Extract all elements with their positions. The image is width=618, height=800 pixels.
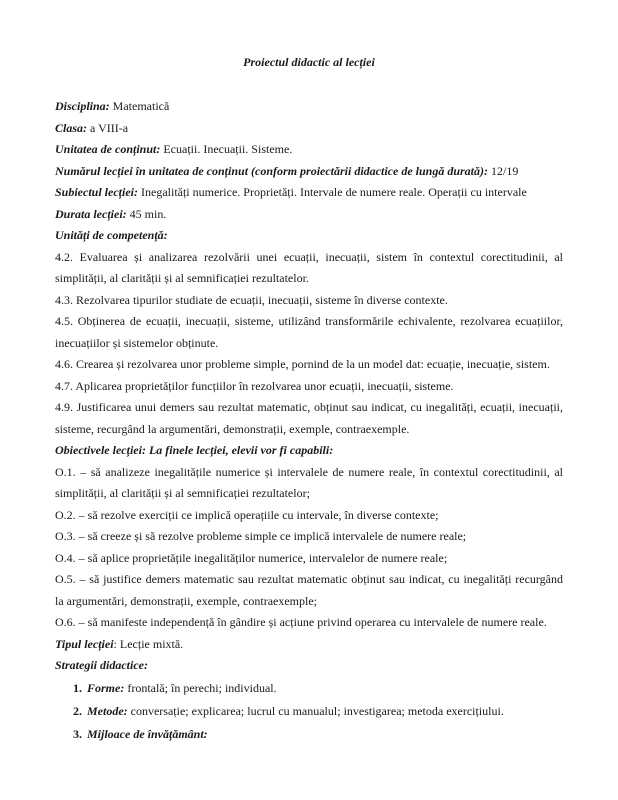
competenta-item: 4.5. Obținerea de ecuații, inecuații, sisteme, utilizând transformările echivalente, rezolvarea ecuațiilor, inecuațiilor și sistemelor obținute. xyxy=(55,314,563,350)
clasa-line xyxy=(55,118,563,140)
disciplina-line xyxy=(55,96,563,118)
numarul-value: 12/19 xyxy=(488,163,519,178)
durata-label: Durata lecției: xyxy=(55,206,127,221)
obiectiv-item: O.5. – să justifice demers matematic sau rezultat matematic obținut sau indicat, cu inegalități recurgând la argumentări, demonstrații, exemple, contraexemple; xyxy=(55,572,563,608)
numarul-label: Numărul lecției în unitatea de conținut (conform proiectării didactice de lungă durată): xyxy=(55,163,489,178)
strategie-item xyxy=(73,723,563,746)
clasa-value: a VIII-a xyxy=(87,120,129,135)
competenta-item: 4.9. Justificarea unui demers sau rezultat matematic, obținut sau indicat, cu inegalități, ecuații, inecuații, sisteme, recurgând la argumentări, demonstrații, exemple, contraexemple. xyxy=(55,400,563,436)
clasa-label: Clasa: xyxy=(55,120,88,135)
strategie-label: Metode: xyxy=(87,703,128,718)
obiectiv-item: O.2. – să rezolve exerciții ce implică operațiile cu intervale, în diverse contexte; xyxy=(55,507,439,522)
competente-heading: Unități de competență: xyxy=(55,228,168,242)
strategie-item xyxy=(73,700,563,723)
disciplina-value: Matematică xyxy=(109,99,170,113)
obiectiv-item: O.6. – să manifeste independență în gândire și acțiune privind operarea cu intervalele de numere reale. xyxy=(55,615,547,629)
subiectul-line xyxy=(55,182,563,204)
tipul-label: Tipul lecției xyxy=(55,636,114,651)
competenta-item: 4.2. Evaluarea și analizarea rezolvării unei ecuații, inecuații, sistem în contextul corectitudinii, al simplității, al clarității și al semnificației rezultatelor. xyxy=(55,249,563,285)
subiectul-label: Subiectul lecției: xyxy=(55,185,138,199)
obiectiv-item: O.3. – să creeze și să rezolve probleme simple ce implică intervalele de numere reale; xyxy=(55,529,467,543)
durata-value: 45 min. xyxy=(126,206,167,221)
unitatea-line xyxy=(55,139,563,161)
document-title: Proiectul didactic al lecției xyxy=(243,55,375,69)
strategie-label: Forme: xyxy=(87,680,125,695)
strategie-value: conversație; explicarea; lucrul cu manualul; investigarea; metoda exercițiului. xyxy=(127,703,504,718)
strategii-list xyxy=(55,677,563,746)
tipul-line xyxy=(55,634,563,656)
durata-line xyxy=(55,204,563,226)
competenta-item: 4.7. Aplicarea proprietăților funcțiilor în rezolvarea unor ecuații, inecuații, sisteme. xyxy=(55,378,454,393)
obiective-heading: Obiectivele lecției: La finele lecției, elevii vor fi capabili: xyxy=(55,443,334,457)
unitatea-value: Ecuații. Inecuații. Sisteme. xyxy=(160,142,293,156)
strategie-number: 2. xyxy=(73,703,82,718)
document-page xyxy=(55,52,563,746)
strategie-item xyxy=(73,677,563,700)
strategie-number: 3. xyxy=(73,726,82,741)
unitatea-label: Unitatea de conținut: xyxy=(55,142,161,156)
subiectul-value: Inegalități numerice. Proprietăți. Intervale de numere reale. Operații cu intervale xyxy=(138,185,527,199)
numarul-line xyxy=(55,161,563,183)
disciplina-label: Disciplina: xyxy=(55,99,110,113)
obiectiv-item: O.4. – să aplice proprietățile inegalităților numerice, intervalelor de numere reale; xyxy=(55,550,448,565)
strategie-value: frontală; în perechi; individual. xyxy=(124,680,277,695)
strategii-heading: Strategii didactice: xyxy=(55,658,148,672)
competenta-item: 4.6. Crearea și rezolvarea unor probleme simple, pornind de la un model dat: ecuație, inecuație, sistem. xyxy=(55,357,550,371)
obiectiv-item: O.1. – să analizeze inegalitățile numerice și intervalele de numere reale, în contextul corectitudinii, al simplității, al clarității și al semnificației rezultatelor; xyxy=(55,464,563,500)
strategie-label: Mijloace de învățământ: xyxy=(87,726,208,741)
tipul-value: : Lecție mixtă. xyxy=(113,636,184,651)
strategie-number: 1. xyxy=(73,680,82,695)
competenta-item: 4.3. Rezolvarea tipurilor studiate de ecuații, inecuații, sisteme în diverse contexte. xyxy=(55,292,448,307)
